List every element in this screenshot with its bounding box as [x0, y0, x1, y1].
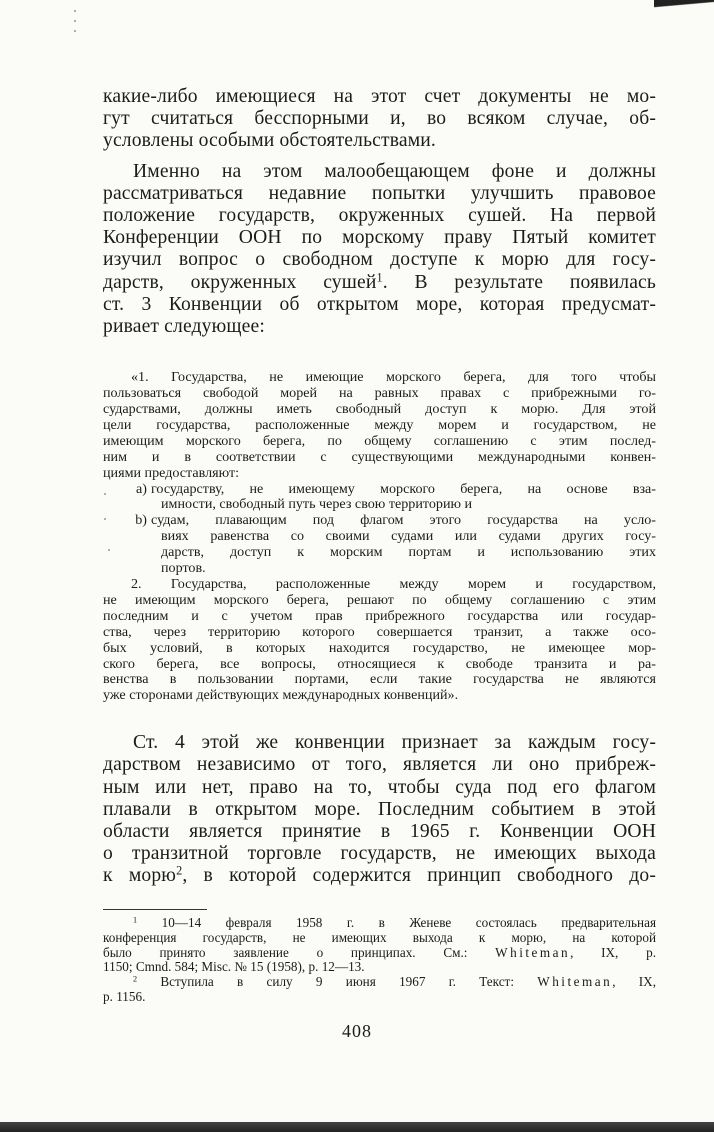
- scan-edge-top: [654, 0, 714, 14]
- paragraph-background: [103, 161, 656, 339]
- text-line: ст. 3 Конвенции об открытом море, которая предусмат-: [103, 293, 656, 315]
- quote-paragraph-2: [103, 577, 656, 704]
- quote-line: дарств, доступ к морским портам и использованию этих: [161, 544, 656, 561]
- author-name: Whiteman: [537, 974, 613, 990]
- text-line: рассматриваться недавние попытки улучшить правовое: [103, 182, 656, 204]
- text-line: о транзитной торговле государств, не имеющих выхода: [103, 843, 656, 865]
- footnote-ref: 1: [376, 269, 383, 284]
- text-line: Конференции ООН по морскому праву Пятый комитет: [103, 227, 656, 249]
- page-number: 408: [342, 1021, 372, 1041]
- text-line: Именно на этом малообещающем фоне и должны: [133, 160, 656, 182]
- quote-line: венства в пользовании портами, если такие государства не являются: [103, 671, 656, 688]
- text-line: дарством независимо от того, является ли оно прибреж-: [103, 754, 656, 776]
- quote-line: бых условий, в которых находится государство, не имеющее мор-: [103, 639, 656, 656]
- item-label: a): [136, 480, 147, 497]
- text-line: дарств, окруженных сушей$^1$. В результате появилась: [103, 269, 656, 293]
- text-line: изучил вопрос о свободном доступе к морю для госу-: [103, 249, 656, 271]
- footnote-ref: 2: [176, 863, 183, 878]
- quote-item-b: [103, 513, 656, 577]
- text-line: ным или нет, право на то, чтобы суда под его флагом: [103, 776, 656, 798]
- quote-line: ства, через территорию которого совершается транзит, а также осо-: [103, 623, 656, 640]
- scan-speck: [74, 20, 76, 22]
- text-line: к морю$^2$, в которой содержится принцип свободного до-: [103, 863, 657, 887]
- footnote-line: $^2$ Вступила в силу 9 июня 1967 г. Текст: Whiteman, IX,: [133, 974, 656, 990]
- quote-line: 2. Государства, расположенные между морем и государством,: [131, 576, 656, 593]
- quote-line: цели государства, расположенные между морем и государством, не: [103, 416, 656, 433]
- quote-line: пользоваться свободой морей на равных правах с прибрежными го-: [103, 385, 656, 402]
- text-line: ривает следующее:: [103, 316, 265, 338]
- scan-speck: [74, 10, 76, 12]
- footnote-divider: [103, 909, 207, 910]
- footnote-1: [103, 916, 656, 976]
- footnote-line: 1150; Cmnd. 584; Misc. № 15 (1958), p. 12—13.: [103, 959, 365, 975]
- footnote-line: p. 1156.: [103, 989, 146, 1005]
- text-line: плавали в открытом море. Последним событием в этой: [103, 798, 656, 820]
- quote-line: сударствами, должны иметь свободный доступ к морю. Для этой: [103, 401, 656, 418]
- quote-line: виях равенства со своими судами или судами других госу-: [161, 528, 656, 545]
- quote-paragraph-1: [103, 370, 656, 481]
- footnotes: [103, 916, 656, 1005]
- quote-line: судам, плавающим под флагом этого государства на усло-: [151, 512, 656, 529]
- author-name: Whiteman: [495, 944, 571, 960]
- quote-line: портов.: [161, 560, 206, 577]
- quote-line: ним и в соответствии с существующими международными конвен-: [103, 448, 656, 465]
- item-label: b): [135, 512, 147, 529]
- footnote-mark: 1: [133, 915, 138, 925]
- quoted-article: [103, 370, 656, 704]
- quote-line: циями предоставляют:: [103, 464, 240, 481]
- quote-line: уже сторонами действующих международных конвенций».: [103, 687, 459, 704]
- text-line: гут считаться бесспорными и, во всяком случае, об-: [103, 108, 656, 130]
- quote-line: ского берега, все вопросы, относящиеся к свободе транзита и ра-: [103, 655, 656, 672]
- text-line: положение государств, окруженных сушей. На первой: [103, 205, 656, 227]
- scan-edge-bottom: [0, 1122, 714, 1132]
- footnote-line: было принято заявление о принципах. См.: Whiteman, IX, p.: [103, 944, 656, 960]
- quote-line: имеющим морского берега, по общему соглашению с этим послед-: [103, 432, 656, 449]
- document-page: [103, 86, 656, 1005]
- footnote-mark: 2: [133, 974, 138, 984]
- text-line: условлены особыми обстоятельствами.: [103, 130, 436, 152]
- footnote-line: $^1$ 10—14 февраля 1958 г. в Женеве состоялась предварительная: [133, 914, 657, 930]
- paragraph-article-4: [103, 732, 656, 887]
- footnote-line: конференция государств, не имеющих выхода к морю, на которой: [103, 929, 656, 945]
- scan-speck: [74, 30, 76, 32]
- quote-line: государству, не имеющему морского берега, на основе вза-: [151, 480, 656, 497]
- paragraph-intro: [103, 86, 656, 153]
- text-line: какие-либо имеющиеся на этот счет документы не мо-: [103, 86, 656, 107]
- text-line: области является принятие в 1965 г. Конвенции ООН: [103, 821, 656, 843]
- quote-line: не имеющим морского берега, решают по общему соглашению с этим: [103, 591, 656, 608]
- text-line: Ст. 4 этой же конвенции признает за каждым госу-: [133, 732, 656, 754]
- quote-item-a: [103, 482, 656, 514]
- quote-line: «1. Государства, не имеющие морского берега, для того чтобы: [131, 369, 656, 386]
- footnote-2: [103, 975, 656, 1005]
- quote-line: последним и с учетом прав прибрежного государства или государ-: [103, 607, 656, 624]
- quote-line: имности, свободный путь через свою территорию и: [161, 496, 473, 513]
